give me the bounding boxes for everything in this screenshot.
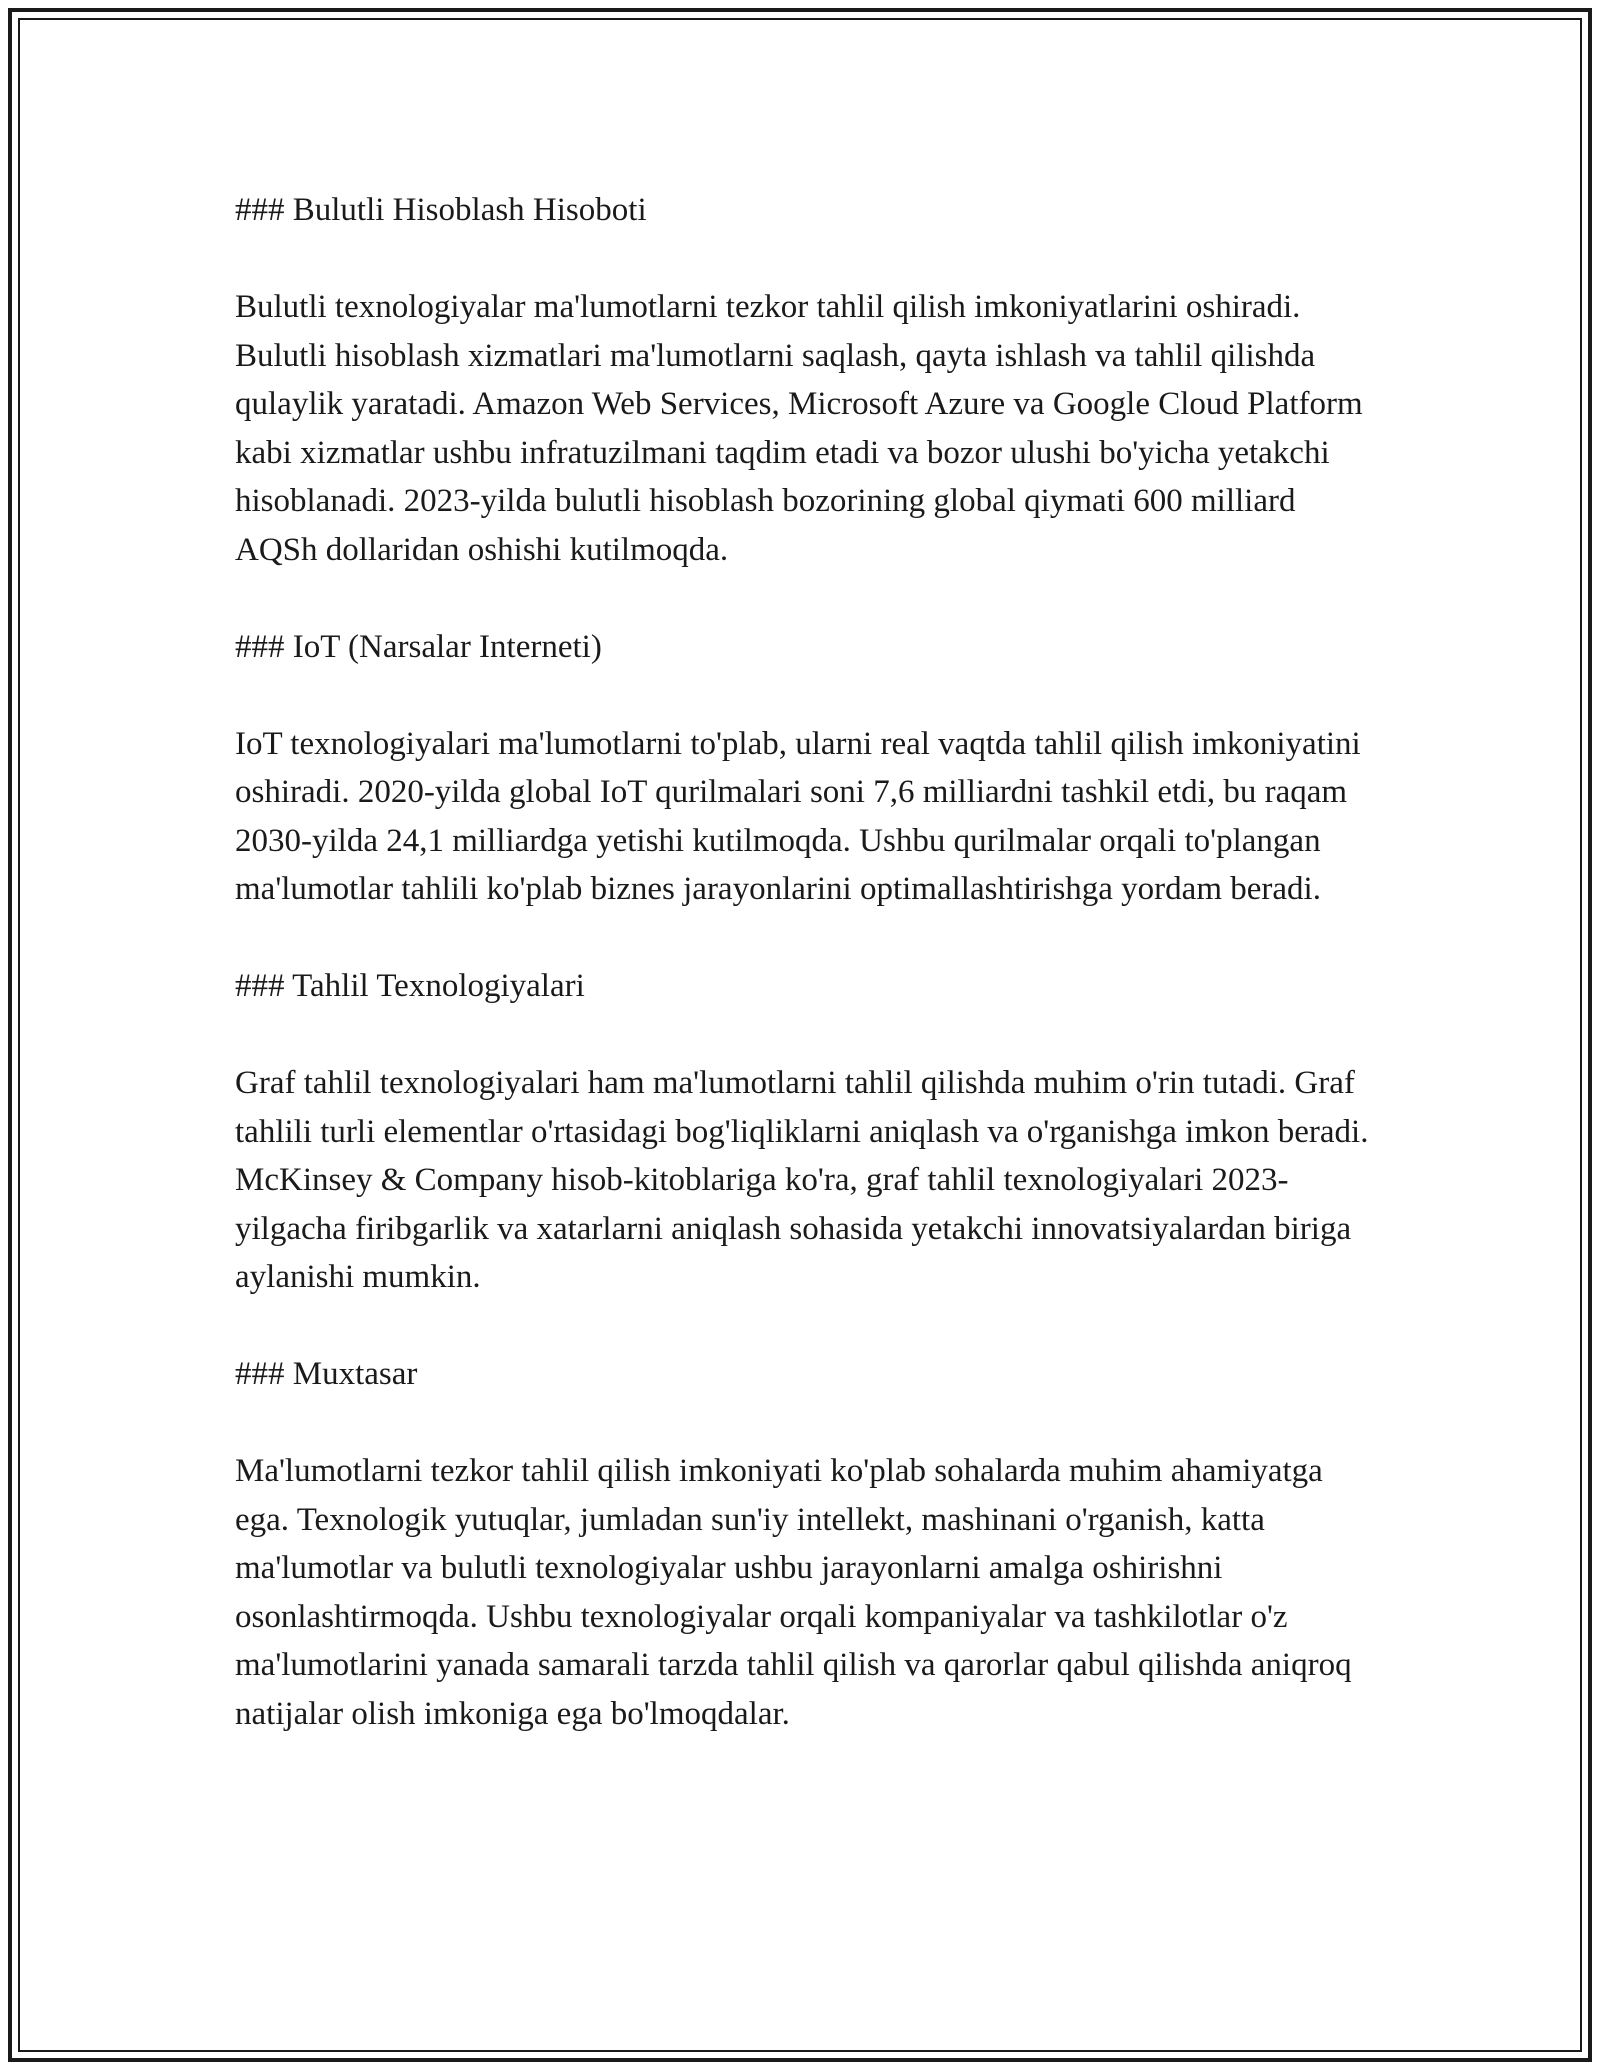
section-heading-cloud: ### Bulutli Hisoblash Hisoboti bbox=[235, 192, 647, 228]
document-body bbox=[235, 186, 1375, 1738]
section-heading-summary: ### Muxtasar bbox=[235, 1356, 418, 1392]
paragraph-analytics: Graf tahlil texnologiyalari ham ma'lumotlarni tahlil qilishda muhim o'rin tutadi. Graf tahlili turli elementlar o'rtasidagi bog'liqliklarni aniqlash va o'rganishga imkon beradi. McKinsey & Company hisob-kitoblariga ko'ra, graf tahlil texnologiyalari 2023-yilgacha firibgarlik va xatarlarni aniqlash sohasida yetakchi innovatsiyalardan biriga aylanishi mumkin. bbox=[235, 1065, 1369, 1295]
section-heading-iot: ### IoT (Narsalar Interneti) bbox=[235, 628, 602, 665]
section-heading-analytics: ### Tahlil Texnologiyalari bbox=[235, 968, 585, 1004]
paragraph-summary: Ma'lumotlarni tezkor tahlil qilish imkoniyati ko'plab sohalarda muhim ahamiyatga ega. Texnologik yutuqlar, jumladan sun'iy intellekt, mashinani o'rganish, katta ma'lumotlar va bulutli texnologiyalar ushbu jarayonlarni amalga oshirishni osonlashtirmoqda. Ushbu texnologiyalar orqali kompaniyalar va tashkilotlar o'z ma'lumotlarini yanada samarali tarzda tahlil qilish va qarorlar qabul qilishda aniqroq natijalar olish imkoniga ega bo'lmoqdalar. bbox=[235, 1453, 1352, 1732]
paragraph-iot: IoT texnologiyalari ma'lumotlarni to'plab, ularni real vaqtda tahlil qilish imkoniyatini oshiradi. 2020-yilda global IoT qurilmalari soni 7,6 milliardni tashkil etdi, bu raqam 2030-yilda 24,1 milliardga yetishi kutilmoqda. Ushbu qurilmalar orqali to'plangan ma'lumotlar tahlili ko'plab biznes jarayonlarini optimallashtirishga yordam beradi. bbox=[235, 725, 1361, 907]
paragraph-cloud: Bulutli texnologiyalar ma'lumotlarni tezkor tahlil qilish imkoniyatlarini oshiradi. Bulutli hisoblash xizmatlari ma'lumotlarni saqlash, qayta ishlash va tahlil qilishda qulaylik yaratadi. Amazon Web Services, Microsoft Azure va Google Cloud Platform kabi xizmatlar ushbu infratuzilmani taqdim etadi va bozor ulushi bo'yicha yetakchi hisoblanadi. 2023-yilda bulutli hisoblash bozorining global qiymati 600 milliard AQSh dollaridan oshishi kutilmoqda. bbox=[235, 289, 1363, 568]
